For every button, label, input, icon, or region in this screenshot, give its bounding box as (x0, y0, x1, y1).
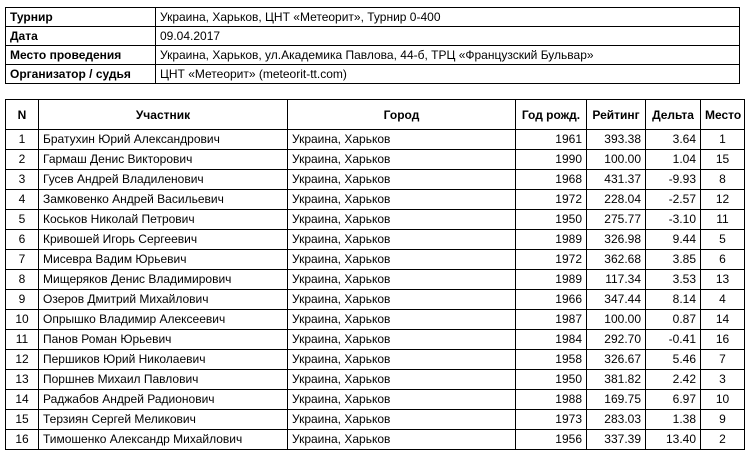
cell-player: Панов Роман Юрьевич (39, 330, 288, 350)
table-row (6, 150, 745, 170)
table-row (6, 390, 745, 410)
cell-delta: 1.04 (646, 150, 701, 170)
cell-player: Братухин Юрий Александрович (39, 130, 288, 150)
table-row (6, 270, 745, 290)
cell-number: 12 (6, 350, 39, 370)
cell-birth-year: 1987 (516, 310, 587, 330)
cell-number: 16 (6, 430, 39, 450)
cell-birth-year: 1984 (516, 330, 587, 350)
cell-rating: 117.34 (587, 270, 646, 290)
cell-delta: 2.42 (646, 370, 701, 390)
cell-delta: 0.87 (646, 310, 701, 330)
cell-delta: 13.40 (646, 430, 701, 450)
cell-delta: 3.64 (646, 130, 701, 150)
cell-city: Украина, Харьков (288, 190, 516, 210)
cell-city: Украина, Харьков (288, 230, 516, 250)
header-player: Участник (39, 100, 288, 130)
cell-birth-year: 1972 (516, 250, 587, 270)
cell-birth-year: 1961 (516, 130, 587, 150)
table-row (6, 330, 745, 350)
table-row (6, 370, 745, 390)
table-row (6, 230, 745, 250)
header-place: Место (701, 100, 745, 130)
cell-birth-year: 1950 (516, 370, 587, 390)
cell-player: Замковенко Андрей Васильевич (39, 190, 288, 210)
cell-delta: -9.93 (646, 170, 701, 190)
info-row-organizer (6, 65, 740, 84)
cell-city: Украина, Харьков (288, 290, 516, 310)
cell-delta: 3.53 (646, 270, 701, 290)
header-delta: Дельта (646, 100, 701, 130)
cell-rating: 362.68 (587, 250, 646, 270)
table-row (6, 250, 745, 270)
cell-player: Озеров Дмитрий Михайлович (39, 290, 288, 310)
tournament-value: Украина, Харьков, ЦНТ «Метеорит», Турнир 0-400 (156, 8, 740, 27)
table-row (6, 170, 745, 190)
table-row (6, 130, 745, 150)
cell-place: 3 (701, 370, 745, 390)
cell-delta: 6.97 (646, 390, 701, 410)
cell-rating: 326.67 (587, 350, 646, 370)
cell-place: 2 (701, 430, 745, 450)
cell-number: 2 (6, 150, 39, 170)
table-row (6, 210, 745, 230)
organizer-value: ЦНТ «Метеорит» (meteorit-tt.com) (156, 65, 740, 84)
cell-rating: 100.00 (587, 150, 646, 170)
cell-number: 13 (6, 370, 39, 390)
cell-birth-year: 1950 (516, 210, 587, 230)
cell-delta: 9.44 (646, 230, 701, 250)
cell-city: Украина, Харьков (288, 410, 516, 430)
cell-delta: 8.14 (646, 290, 701, 310)
cell-player: Мисевра Вадим Юрьевич (39, 250, 288, 270)
cell-rating: 431.37 (587, 170, 646, 190)
venue-value: Украина, Харьков, ул.Академика Павлова, 44-б, ТРЦ «Французский Бульвар» (156, 46, 740, 65)
table-row (6, 290, 745, 310)
cell-birth-year: 1988 (516, 390, 587, 410)
cell-delta: -2.57 (646, 190, 701, 210)
cell-birth-year: 1989 (516, 230, 587, 250)
cell-place: 7 (701, 350, 745, 370)
date-value: 09.04.2017 (156, 27, 740, 46)
cell-rating: 337.39 (587, 430, 646, 450)
cell-delta: -0.41 (646, 330, 701, 350)
cell-number: 11 (6, 330, 39, 350)
cell-player: Кривошей Игорь Сергеевич (39, 230, 288, 250)
cell-birth-year: 1972 (516, 190, 587, 210)
cell-city: Украина, Харьков (288, 330, 516, 350)
date-label: Дата (6, 27, 156, 46)
cell-number: 7 (6, 250, 39, 270)
cell-number: 4 (6, 190, 39, 210)
cell-place: 9 (701, 410, 745, 430)
header-number: N (6, 100, 39, 130)
cell-number: 14 (6, 390, 39, 410)
cell-city: Украина, Харьков (288, 210, 516, 230)
cell-place: 6 (701, 250, 745, 270)
cell-rating: 275.77 (587, 210, 646, 230)
cell-rating: 169.75 (587, 390, 646, 410)
header-city: Город (288, 100, 516, 130)
info-row-venue (6, 46, 740, 65)
cell-player: Гусев Андрей Владиленович (39, 170, 288, 190)
cell-birth-year: 1956 (516, 430, 587, 450)
cell-number: 1 (6, 130, 39, 150)
cell-birth-year: 1989 (516, 270, 587, 290)
cell-player: Поршнев Михаил Павлович (39, 370, 288, 390)
results-body (6, 130, 745, 450)
cell-birth-year: 1968 (516, 170, 587, 190)
cell-city: Украина, Харьков (288, 390, 516, 410)
cell-rating: 381.82 (587, 370, 646, 390)
cell-birth-year: 1958 (516, 350, 587, 370)
table-row (6, 410, 745, 430)
cell-player: Гармаш Денис Викторович (39, 150, 288, 170)
cell-place: 5 (701, 230, 745, 250)
header-rating: Рейтинг (587, 100, 646, 130)
cell-player: Терзиян Сергей Меликович (39, 410, 288, 430)
cell-rating: 393.38 (587, 130, 646, 150)
cell-number: 15 (6, 410, 39, 430)
cell-rating: 228.04 (587, 190, 646, 210)
cell-player: Раджабов Андрей Радионович (39, 390, 288, 410)
tournament-info-table (5, 7, 740, 84)
table-row (6, 430, 745, 450)
cell-rating: 326.98 (587, 230, 646, 250)
cell-place: 11 (701, 210, 745, 230)
venue-label: Место проведения (6, 46, 156, 65)
cell-city: Украина, Харьков (288, 130, 516, 150)
results-header-row (6, 100, 745, 130)
cell-place: 4 (701, 290, 745, 310)
cell-city: Украина, Харьков (288, 270, 516, 290)
cell-player: Опрышко Владимир Алексеевич (39, 310, 288, 330)
cell-birth-year: 1966 (516, 290, 587, 310)
cell-player: Коськов Николай Петрович (39, 210, 288, 230)
cell-place: 15 (701, 150, 745, 170)
cell-city: Украина, Харьков (288, 370, 516, 390)
cell-place: 10 (701, 390, 745, 410)
results-table (5, 99, 745, 450)
tournament-label: Турнир (6, 8, 156, 27)
cell-city: Украина, Харьков (288, 430, 516, 450)
cell-rating: 292.70 (587, 330, 646, 350)
header-birth-year: Год рожд. (516, 100, 587, 130)
cell-rating: 347.44 (587, 290, 646, 310)
table-row (6, 310, 745, 330)
cell-rating: 283.03 (587, 410, 646, 430)
cell-rating: 100.00 (587, 310, 646, 330)
cell-city: Украина, Харьков (288, 150, 516, 170)
cell-city: Украина, Харьков (288, 310, 516, 330)
cell-number: 3 (6, 170, 39, 190)
cell-delta: 1.38 (646, 410, 701, 430)
info-row-tournament (6, 8, 740, 27)
cell-place: 1 (701, 130, 745, 150)
cell-delta: -3.10 (646, 210, 701, 230)
cell-city: Украина, Харьков (288, 350, 516, 370)
cell-city: Украина, Харьков (288, 250, 516, 270)
cell-place: 13 (701, 270, 745, 290)
table-row (6, 350, 745, 370)
cell-player: Мищеряков Денис Владимирович (39, 270, 288, 290)
cell-place: 12 (701, 190, 745, 210)
info-row-date (6, 27, 740, 46)
cell-number: 6 (6, 230, 39, 250)
cell-number: 5 (6, 210, 39, 230)
cell-place: 16 (701, 330, 745, 350)
cell-delta: 3.85 (646, 250, 701, 270)
cell-birth-year: 1990 (516, 150, 587, 170)
cell-place: 14 (701, 310, 745, 330)
cell-place: 8 (701, 170, 745, 190)
cell-number: 9 (6, 290, 39, 310)
cell-city: Украина, Харьков (288, 170, 516, 190)
cell-number: 10 (6, 310, 39, 330)
organizer-label: Организатор / судья (6, 65, 156, 84)
cell-player: Першиков Юрий Николаевич (39, 350, 288, 370)
cell-delta: 5.46 (646, 350, 701, 370)
cell-birth-year: 1973 (516, 410, 587, 430)
cell-number: 8 (6, 270, 39, 290)
cell-player: Тимошенко Александр Михайлович (39, 430, 288, 450)
table-row (6, 190, 745, 210)
